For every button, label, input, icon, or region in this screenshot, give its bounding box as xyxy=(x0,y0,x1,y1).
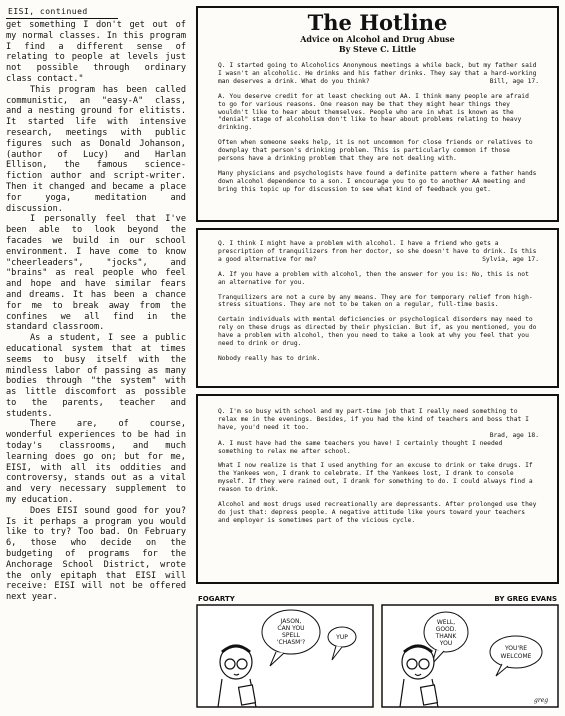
comic-signature: greg xyxy=(534,697,549,704)
eisi-article-body xyxy=(6,20,186,603)
bubble-text: YUP xyxy=(336,634,348,641)
hotline-box-2 xyxy=(196,228,559,388)
fogarty-comic-strip xyxy=(196,594,559,710)
answer: Many physicians and psychologists have found a definite pattern where a father hands down alcohol dependence to a son. I encourage you to go to another AA meeting and bring this topic up for discussion to see what kind of feedback you get. xyxy=(218,169,537,193)
qa-block xyxy=(198,62,557,194)
bubble-text: YOU'RE WELCOME xyxy=(500,645,532,660)
eisi-paragraph: This program has been called communistic, an "easy-A" class, and a nesting ground for elitists. It started life with intensive research, meetings with public figures such as Donald Johanson, (author of Lucy) and Harlan Ellison, the famous science-fiction author and script-writer. Then it changed and became a place for yoga, meditation and discussion. xyxy=(6,84,186,214)
question: Q. I started going to Alcoholics Anonymous meetings a while back, but my father said I wasn't an alcoholic. He drinks and his father drinks. They say that a hard-working man deserves a drink. What do you think? Bill, age 17. xyxy=(218,62,539,85)
answer: Nobody really has to drink. xyxy=(218,354,321,362)
eisi-paragraph: I personally feel that I've been able to look beyond the facades we build in our school environment. I have come to know "cheerleaders", "jocks", and "brains" as real people who feel and hope and have similar fears and dreams. It has been a chance for me to break away from the confines we all find in the standard classroom. xyxy=(6,214,186,333)
question: Q. I think I might have a problem with alcohol. I have a friend who gets a prescription of tranquilizers from her doctor, so she doesn't have to drink. Is this a good alternative for me? Sylvia, age 17. xyxy=(218,240,539,263)
comic-header xyxy=(196,594,559,604)
question-signature: Bill, age 17. xyxy=(489,77,539,85)
comic-panels xyxy=(196,604,559,708)
qa-block xyxy=(198,408,557,525)
hotline-box-1 xyxy=(196,6,559,222)
eisi-paragraph: Does EISI sound good for you? Is it perhaps a program you would like to try? Too bad. On February 6, those who decide on the budgeting of programs for the Anchorage School District, wrote the only epitaph that EISI will receive: EISI will not be offered next year. xyxy=(6,505,186,603)
answer: What I now realize is that I used anything for an excuse to drink or take drugs. If the Yankees won, I drank to celebrate. If the Yankees lost, I drank to console myself. If they were rained out, I drank for something to do. I could always find a reason to drink. xyxy=(218,462,533,494)
eisi-paragraph: As a student, I see a public educational system that at times seems to busy itself with the mindless labor of passing as many bodies through "the system" with as little discomfort as possible to the parents, teacher and students. xyxy=(6,333,186,419)
answer: Certain individuals with mental deficiencies or psychological disorders may need to rely on these drugs as directed by their physician. But if, as you mentioned, you do have a problem with alcohol, then you need to take a look at why you feel that you need to drink or drug. xyxy=(218,316,537,348)
bubble-text: JASON, CAN YOU SPELL 'CHASM'? xyxy=(276,618,306,646)
comic-author: BY GREG EVANS xyxy=(494,595,557,603)
eisi-article xyxy=(6,6,186,712)
answer: A. If you have a problem with alcohol, then the answer for you is: No, this is not an alternative for you. xyxy=(218,270,529,286)
answer: A. You deserve credit for at least checking out AA. I think many people are afraid to go for various reasons. One reason may be that they might hear things they wouldn't like to hear about themselves. People who are in what is known as the "denial" stage of alcoholism don't like to hear about problems relating to heavy drinking. xyxy=(218,92,529,132)
question-signature: Sylvia, age 17. xyxy=(482,255,539,263)
hotline-subtitle: Advice on Alcohol and Drug Abuse xyxy=(300,34,455,44)
eisi-paragraph: There are, of course, wonderful experiences to be had in today's classrooms, and much learning does go on; but for me, EISI, with all its oddities and controversy, stands out as a vital and very necessary supplement to my education. xyxy=(6,419,186,506)
bubble-text: WELL, GOOD. THANK YOU xyxy=(435,619,457,647)
answer: Alcohol and most drugs used recreationally are depressants. After prolonged use they do just that: depress people. A negative attitude like yours toward your teachers and employer is sometimes part of the vicious cycle. xyxy=(218,501,537,524)
hotline-byline: By Steve C. Little xyxy=(338,44,417,54)
answer: A. I must have had the same teachers you have! I certainly thought I needed something to relax me after school. xyxy=(218,439,503,455)
hotline-title: The Hotline xyxy=(307,10,448,35)
hotline-column xyxy=(196,6,559,584)
hotline-box-3 xyxy=(196,394,559,584)
question-signature: Brad, age 18. xyxy=(489,431,539,439)
answer: Tranquilizers are not a cure by any means. They are for temporary relief from high-stress situations. They are not to be taken on a regular, full-time basis. xyxy=(218,293,533,309)
speech-bubble-right xyxy=(490,636,542,668)
answer: Often when someone seeks help, it is not uncommon for close friends or relatives to downplay that person's drinking problem. This is particularly common if those persons have a drinking problem that they are not dealing with. xyxy=(218,139,533,163)
question: Q. I'm so busy with school and my part-time job that I really need something to relax me in the evenings. Besides, if you had the kind of teachers and boss that I have, you'd need it too. Brad, age 18. xyxy=(218,408,539,439)
continued-header: EISI, continued xyxy=(6,6,118,19)
eisi-paragraph: get something I don't get out of my normal classes. In this program I find a different sense of relating to people at levels just not possible through ordinary class contact." xyxy=(6,20,186,84)
comic-title: FOGARTY xyxy=(198,595,235,603)
qa-block xyxy=(198,240,557,363)
